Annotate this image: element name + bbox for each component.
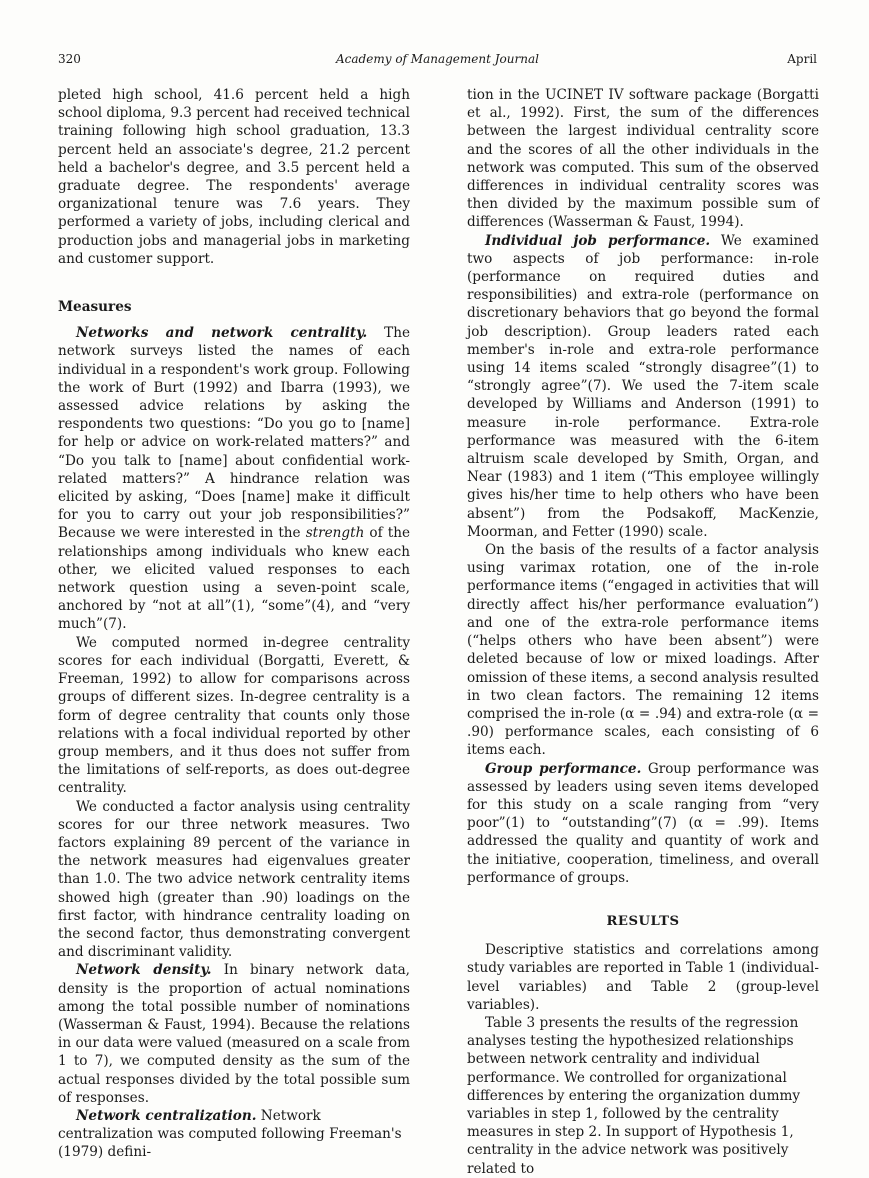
networks-text: The network surveys listed the names of each individual in a respondent's work group. Following the work of Burt (1992) and Ibarra (1993), we assessed advice relations by asking the respondents two questions: “Do you go to [name] for help or advice on work-related matters?” and “Do you talk to [name] about confidential work-related matters?” A hindrance relation was elicited by asking, “Does [name] make it difficult for you to carry out your job responsibilities?” Because we were interested in the <box>58 325 410 542</box>
paragraph-group-performance <box>467 760 819 887</box>
group-performance-text: Group performance was assessed by leaders using seven items developed for this study on a scale ranging from “very poor”(1) to “outstanding”(7) (α = .99). Items addressed the quality and quantity of work and the initiative, cooperation, timeliness, and overall performance of groups. <box>467 760 820 886</box>
journal-title: Academy of Management Journal <box>336 52 539 66</box>
density-text: In binary network data, density is the proportion of actual nominations among the total possible number of nominations (Wasserman & Faust, 1994). Because the relations in our data were valued (measured on a scale from 1 to 7), we computed density as the sum of the actual responses divided by the total possible sum of responses. <box>58 962 410 1106</box>
centralization-text: Network centralization was computed following Freeman's (1979) defini- <box>58 1107 402 1161</box>
runin-centralization: Network centralization. <box>76 1107 257 1124</box>
runin-density: Network density. <box>76 962 212 979</box>
job-performance-text: We examined two aspects of job performance: in-role (performance on required duties and responsibilities) and extra-role (performance on discretionary behaviors that go beyond the formal job description). Group leaders rated each member's in-role and extra-role performance using 14 items scaled “strongly disagree”(1) to “strongly agree”(7). We used the 7-item scale developed by Williams and Anderson (1991) to measure in-role performance. Extra-role performance was measured with the 6-item altruism scale developed by Smith, Organ, and Near (1983) and 1 item (“This employee willingly gives his/her time to help others who have been absent”) from the Podsakoff, MacKenzie, Moorman, and Fetter (1990) scale. <box>467 232 819 540</box>
right-column <box>467 86 819 1178</box>
paragraph-networks <box>58 324 410 633</box>
paragraph-descriptive-stats: Descriptive statistics and correlations among study variables are reported in Table 1 (individual-level variables) and Table 2 (group-level variables). <box>467 942 819 1013</box>
left-column <box>58 86 410 1162</box>
networks-italic: strength <box>305 525 365 542</box>
paragraph-job-performance <box>467 232 819 541</box>
runin-group-performance: Group performance. <box>485 760 642 777</box>
paragraph-table3: Table 3 presents the results of the regression analyses testing the hypothesized relationships between network centrality and individual performance. We controlled for organizational differences by entering the organization dummy variables in step 1, followed by the centrality measures in step 2. In support of Hypothesis 1, centrality in the advice network was positively related to <box>467 1014 801 1177</box>
paragraph-varimax: On the basis of the results of a factor analysis using varimax rotation, one of the in-role performance items (“engaged in activities that will directly affect his/her performance evaluation”) and one of the extra-role performance items (“helps others who have been absent”) were deleted because of low or mixed loadings. After omission of these items, a second analysis resulted in two clean factors. The remaining 12 items comprised the in-role (α = .94) and extra-role (α = .90) performance scales, each consisting of 6 items each. <box>467 542 819 759</box>
paragraph-factor-analysis: We conducted a factor analysis using centrality scores for our three network measures. Two factors explaining 89 percent of the variance in the network measures had eigenvalues greater than 1.0. The two advice network centrality items showed high (greater than .90) loadings on the first factor, with hindrance centrality loading on the second factor, thus demonstrating convergent and discriminant validity. <box>58 798 410 961</box>
paragraph-centralization <box>58 1107 410 1162</box>
runin-networks: Networks and network centrality. <box>76 325 368 342</box>
issue-month: April <box>787 52 817 66</box>
runin-job-performance: Individual job performance. <box>485 232 711 249</box>
page-header <box>58 52 817 70</box>
networks-text-2: of the relationships among individuals who knew each other, we elicited valued responses to each network question using a seven-point scale, anchored by “not at all”(1), “some”(4), and “very much”(7). <box>58 525 411 633</box>
section-heading-results: RESULTS <box>606 913 680 929</box>
paragraph-ucinet: tion in the UCINET IV software package (Borgatti et al., 1992). First, the sum of the differences between the largest individual centrality score and the scores of all the other individuals in the network was computed. This sum of the observed differences in individual centrality scores was then divided by the maximum possible sum of differences (Wasserman & Faust, 1994). <box>467 87 819 231</box>
paragraph-density <box>58 961 410 1107</box>
paragraph-normed: We computed normed in-degree centrality scores for each individual (Borgatti, Everett, & Freeman, 1992) to allow for comparisons across groups of different sizes. In-degree centrality is a form of degree centrality that counts only those relations with a focal individual reported by other group members, and it thus does not suffer from the limitations of self-reports, as does out-degree centrality. <box>58 634 410 797</box>
paragraph-education: pleted high school, 41.6 percent held a high school diploma, 9.3 percent had received technical training following high school graduation, 13.3 percent held an associate's degree, 21.2 percent held a bachelor's degree, and 3.5 percent held a graduate degree. The respondents' average organizational tenure was 7.6 years. They performed a variety of jobs, including clerical and production jobs and managerial jobs in marketing and customer support. <box>58 87 410 267</box>
section-heading-measures: Measures <box>58 299 132 316</box>
page-number: 320 <box>58 52 81 66</box>
